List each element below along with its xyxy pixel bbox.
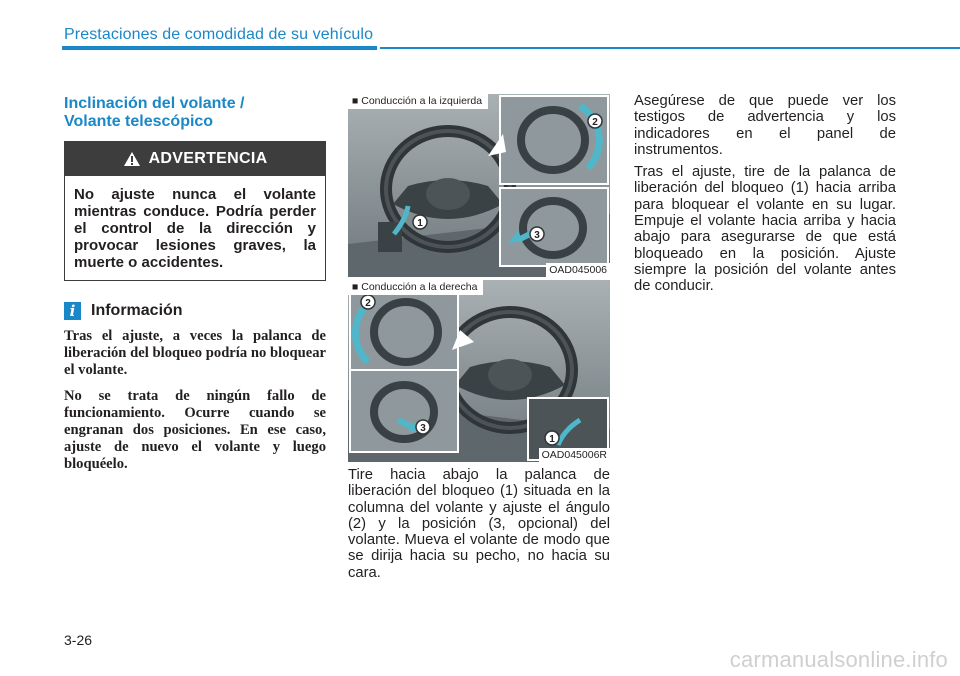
figure-code: OAD045006 [546,263,610,277]
info-paragraph: No se trata de ningún fallo de funcionamiento. Ocurre cuando se engranan dos posiciones. En ese caso, ajuste de nuevo el volante y luego bloquéelo. [64,388,326,472]
callout-3: 3 [420,423,426,434]
info-icon: i [64,302,81,320]
figure-code: OAD045006R [539,448,610,462]
page-number: 3-26 [64,632,93,648]
callout-2: 2 [592,117,598,128]
instructions-adjust: Tire hacia abajo la palanca de liberación del bloqueo (1) situada en la columna del volante y ajuste el ángulo (2) y la posición (3, opcional) del volante. Mueva el volante de modo que se dirija hacia su pecho, no hacia su cara. [348,467,610,581]
steering-wheel-illustration [348,94,610,277]
figure-right-hand-drive [348,280,610,462]
callout-1: 1 [549,434,555,445]
info-title: Información [91,302,183,319]
figure-caption: ■ Conducción a la derecha [348,280,483,295]
info-paragraph: Tras el ajuste, a veces la palanca de liberación del bloqueo podría no bloquear el volante. [64,328,326,378]
header-rule-thin [380,47,960,49]
header-rule-thick [62,46,377,50]
callout-2: 2 [365,298,371,309]
callout-1: 1 [417,218,423,229]
watermark: carmanualsonline.info [729,647,948,672]
section-title [64,95,324,131]
header-section-title: Prestaciones de comodidad de su vehículo [64,26,374,43]
figure-left-hand-drive [348,94,610,277]
instructions-lock [634,93,896,301]
info-header [64,302,183,320]
warning-box [64,141,326,281]
callout-3: 3 [534,230,540,241]
section-title-line2: Volante telescópico [64,113,214,130]
right-paragraph: Tras el ajuste, tire de la palanca de liberación del bloqueo (1) hacia arriba para bloquear el volante en su lugar. Empuje el volante hacia arriba y hacia abajo para asegurarse de que está bloqueado en la posición. Ajuste siempre la posición del volante antes de conducir. [634,164,896,295]
figure-caption: ■ Conducción a la izquierda [348,94,488,109]
info-body [64,328,326,482]
warning-text: No ajuste nunca el volante mientras conduce. Podría perder el control de la dirección y provocar lesiones graves, la muerte o accidentes. [74,186,316,271]
steering-wheel-illustration [348,280,610,462]
warning-title: ADVERTENCIA [148,150,268,167]
section-title-line1: Inclinación del volante / [64,95,245,112]
warning-triangle-icon [123,151,141,167]
warning-header [65,142,325,176]
right-paragraph: Asegúrese de que puede ver los testigos de advertencia y los indicadores en el panel de instrumentos. [634,93,896,158]
